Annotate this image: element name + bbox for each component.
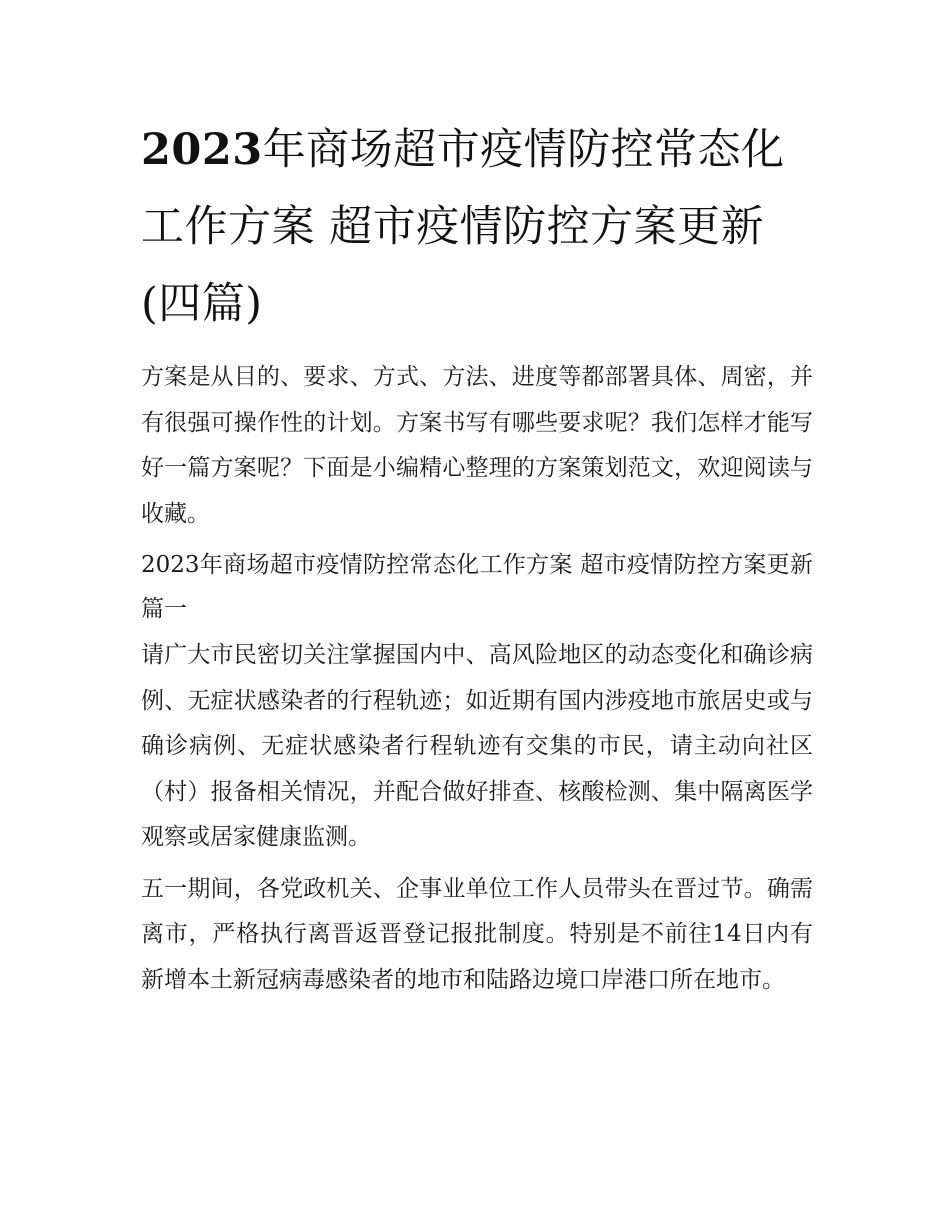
title-year: 2023 (141, 125, 263, 175)
intro-paragraph: 方案是从目的、要求、方式、方法、进度等都部署具体、周密，并有很强可操作性的计划。方案书写有哪些要求呢？我们怎样才能写好一篇方案呢？下面是小编精心整理的方案策划范文，欢迎阅读与收藏。 (141, 364, 813, 527)
body-paragraph: 五一期间，各党政机关、企事业单位工作人员带头在晋过节。确需离市，严格执行离晋返晋登记报批制度。特别是不前往14日内有新增本土新冠病毒感染者的地市和陆路边境口岸港口所在地市。 (141, 875, 813, 993)
document-body (141, 112, 813, 1009)
body-paragraph: 请广大市民密切关注掌握国内中、高风险地区的动态变化和确诊病例、无症状感染者的行程轨迹；如近期有国内涉疫地市旅居史或与确诊病例、无症状感染者行程轨迹有交集的市民，请主动向社区（村）报备相关情况，并配合做好排查、核酸检测、集中隔离医学观察或居家健康监测。 (141, 642, 813, 850)
document-title (141, 112, 813, 343)
section-heading: 2023年商场超市疫情防控常态化工作方案 超市疫情防控方案更新篇一 (141, 552, 813, 622)
title-text: 年商场超市疫情防控常态化工作方案 超市疫情防控方案更新(四篇) (141, 125, 785, 329)
